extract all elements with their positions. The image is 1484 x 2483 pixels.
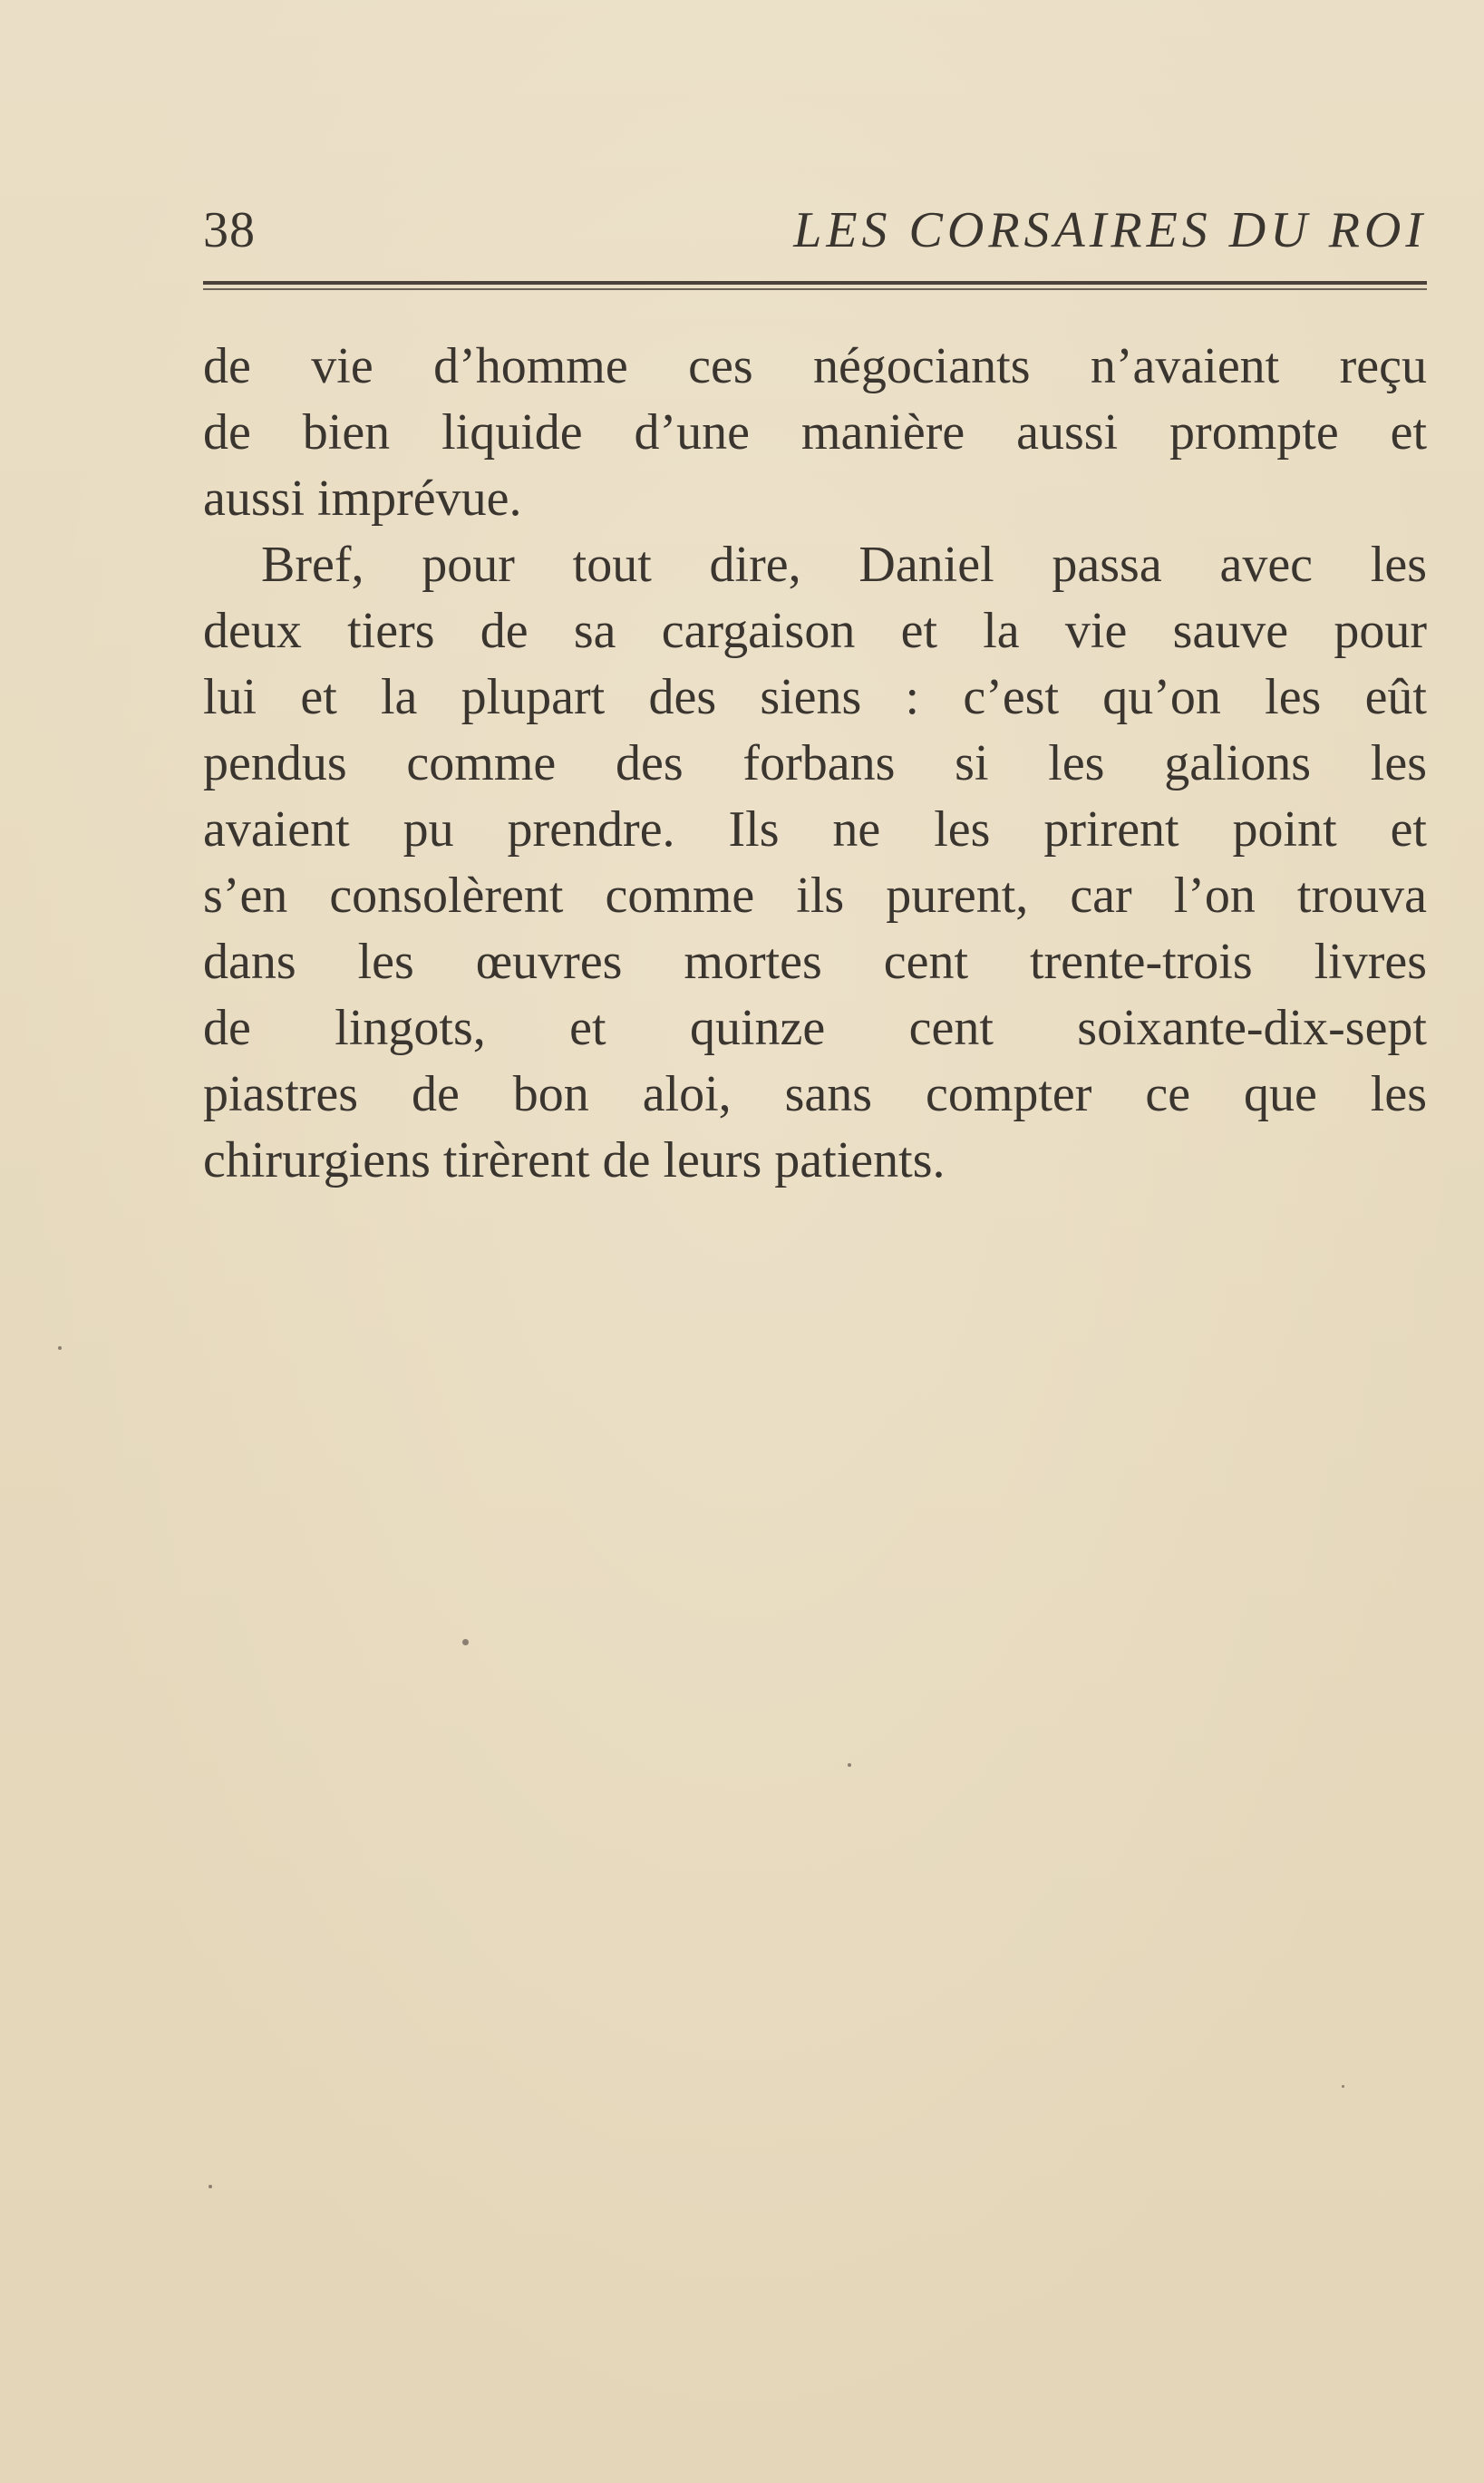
text-line: deux tiers de sa cargaison et la vie sauve pour: [203, 603, 1427, 659]
text-line: avaient pu prendre. Ils ne les prirent point et: [203, 801, 1427, 858]
text-line: chirurgiens tirèrent de leurs patients.: [203, 1132, 946, 1188]
text-line: pendus comme des forbans si les galions les: [203, 735, 1427, 791]
text-line: dans les œuvres mortes cent trente-trois livres: [203, 934, 1427, 990]
text-line: lui et la plupart des siens : c’est qu’on les eût: [203, 669, 1427, 725]
text-line: de lingots, et quinze cent soixante-dix-sept: [203, 1000, 1427, 1056]
header-rule: [203, 281, 1427, 285]
paper-speck: [1342, 2085, 1344, 2088]
text-line: piastres de bon aloi, sans compter ce que les: [203, 1066, 1427, 1122]
running-title: LES CORSAIRES DU ROI: [793, 202, 1427, 258]
paragraph-1: [203, 334, 1427, 532]
paper-speck: [848, 1763, 851, 1767]
body-text: [203, 334, 1427, 1194]
paper-speck: [58, 1346, 62, 1350]
paper-speck: [209, 2185, 212, 2188]
page-header: [203, 192, 1427, 265]
page-number: 38: [203, 202, 256, 258]
text-line: de bien liquide d’une manière aussi prompte et: [203, 404, 1427, 461]
text-line: de vie d’homme ces négociants n’avaient reçu: [203, 338, 1427, 394]
text-line: aussi imprévue.: [203, 470, 522, 527]
header-rule-thin: [203, 288, 1427, 290]
paragraph-2: [203, 532, 1427, 1194]
paper-speck: [462, 1639, 469, 1645]
text-line: s’en consolèrent comme ils purent, car l’on trouva: [203, 868, 1427, 924]
text-line: Bref, pour tout dire, Daniel passa avec les: [261, 537, 1427, 593]
